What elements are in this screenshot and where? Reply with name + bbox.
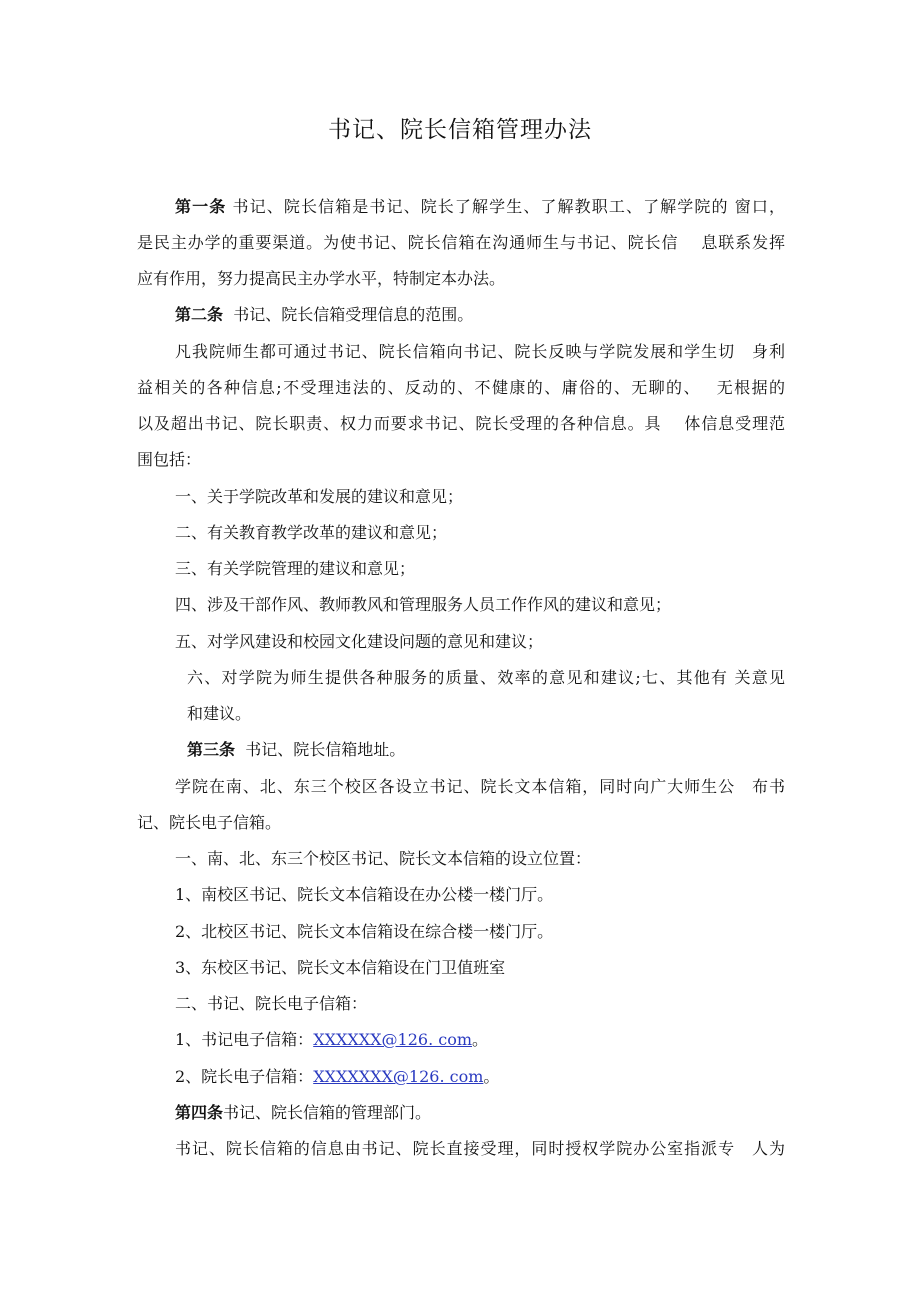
secretary-email-label: 1、书记电子信箱： <box>175 1030 314 1049</box>
article-2-para-line-1: 凡我院师生都可通过书记、院长信箱向书记、院长反映与学院发展和学生切 身利 <box>175 342 785 361</box>
article-2-heading: 书记、院长信箱受理信息的范围。 <box>233 305 474 324</box>
mailbox-location-east: 3、东校区书记、院长文本信箱设在门卫值班室 <box>175 958 506 977</box>
article-1-line-1 <box>175 190 785 224</box>
president-email-label: 2、院长电子信箱： <box>175 1067 314 1086</box>
article-1-text-1: 书记、院长信箱是书记、院长了解学生、了解教职工、了解学院的 窗口， <box>232 197 785 216</box>
secretary-email-line <box>175 1023 785 1057</box>
mailbox-location-south: 1、南校区书记、院长文本信箱设在办公楼一楼门厅。 <box>175 885 554 904</box>
article-1-line-3: 应有作用，努力提高民主办学水平，特制定本办法。 <box>137 269 506 288</box>
article-1-label: 第一条 <box>175 197 227 216</box>
article-3-heading: 书记、院长信箱地址。 <box>245 740 406 759</box>
document-title: 书记、院长信箱管理办法 <box>328 117 592 143</box>
scope-item-2: 二、有关教育教学改革的建议和意见； <box>175 523 448 542</box>
article-4-para-line-1: 书记、院长信箱的信息由书记、院长直接受理，同时授权学院办公室指派专 人为 <box>175 1139 785 1158</box>
mailbox-locations-heading: 一、南、北、东三个校区书记、院长文本信箱的设立位置： <box>175 849 592 868</box>
president-email-link[interactable]: XXXXXXX@126. com <box>313 1067 484 1086</box>
scope-item-5: 五、对学风建设和校园文化建设问题的意见和建议； <box>175 632 544 651</box>
secretary-email-period: 。 <box>472 1030 489 1049</box>
scope-item-3: 三、有关学院管理的建议和意见； <box>175 559 416 578</box>
article-2-para-line-3: 以及超出书记、院长职责、权力而要求书记、院长受理的各种信息。具 体信息受理范 <box>137 414 785 433</box>
scope-item-6-line-2: 和建议。 <box>187 704 252 723</box>
article-2-heading-line <box>175 298 785 332</box>
article-2-para-line-2: 益相关的各种信息;不受理违法的、反动的、不健康的、庸俗的、无聊的、 无根据的 <box>137 378 785 397</box>
article-3-label: 第三条 <box>187 740 236 759</box>
article-4-label: 第四条 <box>175 1103 224 1122</box>
article-3-para-line-2: 记、院长电子信箱。 <box>137 813 282 832</box>
article-2-label: 第二条 <box>175 305 224 324</box>
article-3-para-line-1: 学院在南、北、东三个校区各设立书记、院长文本信箱，同时向广大师生公 布书 <box>175 777 785 796</box>
secretary-email-link[interactable]: XXXXXX@126. com <box>313 1030 473 1049</box>
scope-item-4: 四、涉及干部作风、教师教风和管理服务人员工作作风的建议和意见； <box>175 595 672 614</box>
scope-item-6-line-1: 六、对学院为师生提供各种服务的质量、效率的意见和建议;七、其他有 关意见 <box>187 668 785 687</box>
email-heading: 二、书记、院长电子信箱： <box>175 994 368 1013</box>
article-2-para-line-4: 围包括： <box>137 450 202 469</box>
article-4-heading: 书记、院长信箱的管理部门。 <box>223 1103 432 1122</box>
scope-item-1: 一、关于学院改革和发展的建议和意见； <box>175 487 464 506</box>
article-3-heading-line <box>187 733 785 767</box>
article-1-line-2: 是民主办学的重要渠道。为使书记、院长信箱在沟通师生与书记、院长信 息联系发挥 <box>137 233 785 252</box>
president-email-period: 。 <box>483 1067 500 1086</box>
president-email-line <box>175 1060 785 1094</box>
article-4-heading-line <box>175 1096 785 1130</box>
mailbox-location-north: 2、北校区书记、院长文本信箱设在综合楼一楼门厅。 <box>175 922 554 941</box>
